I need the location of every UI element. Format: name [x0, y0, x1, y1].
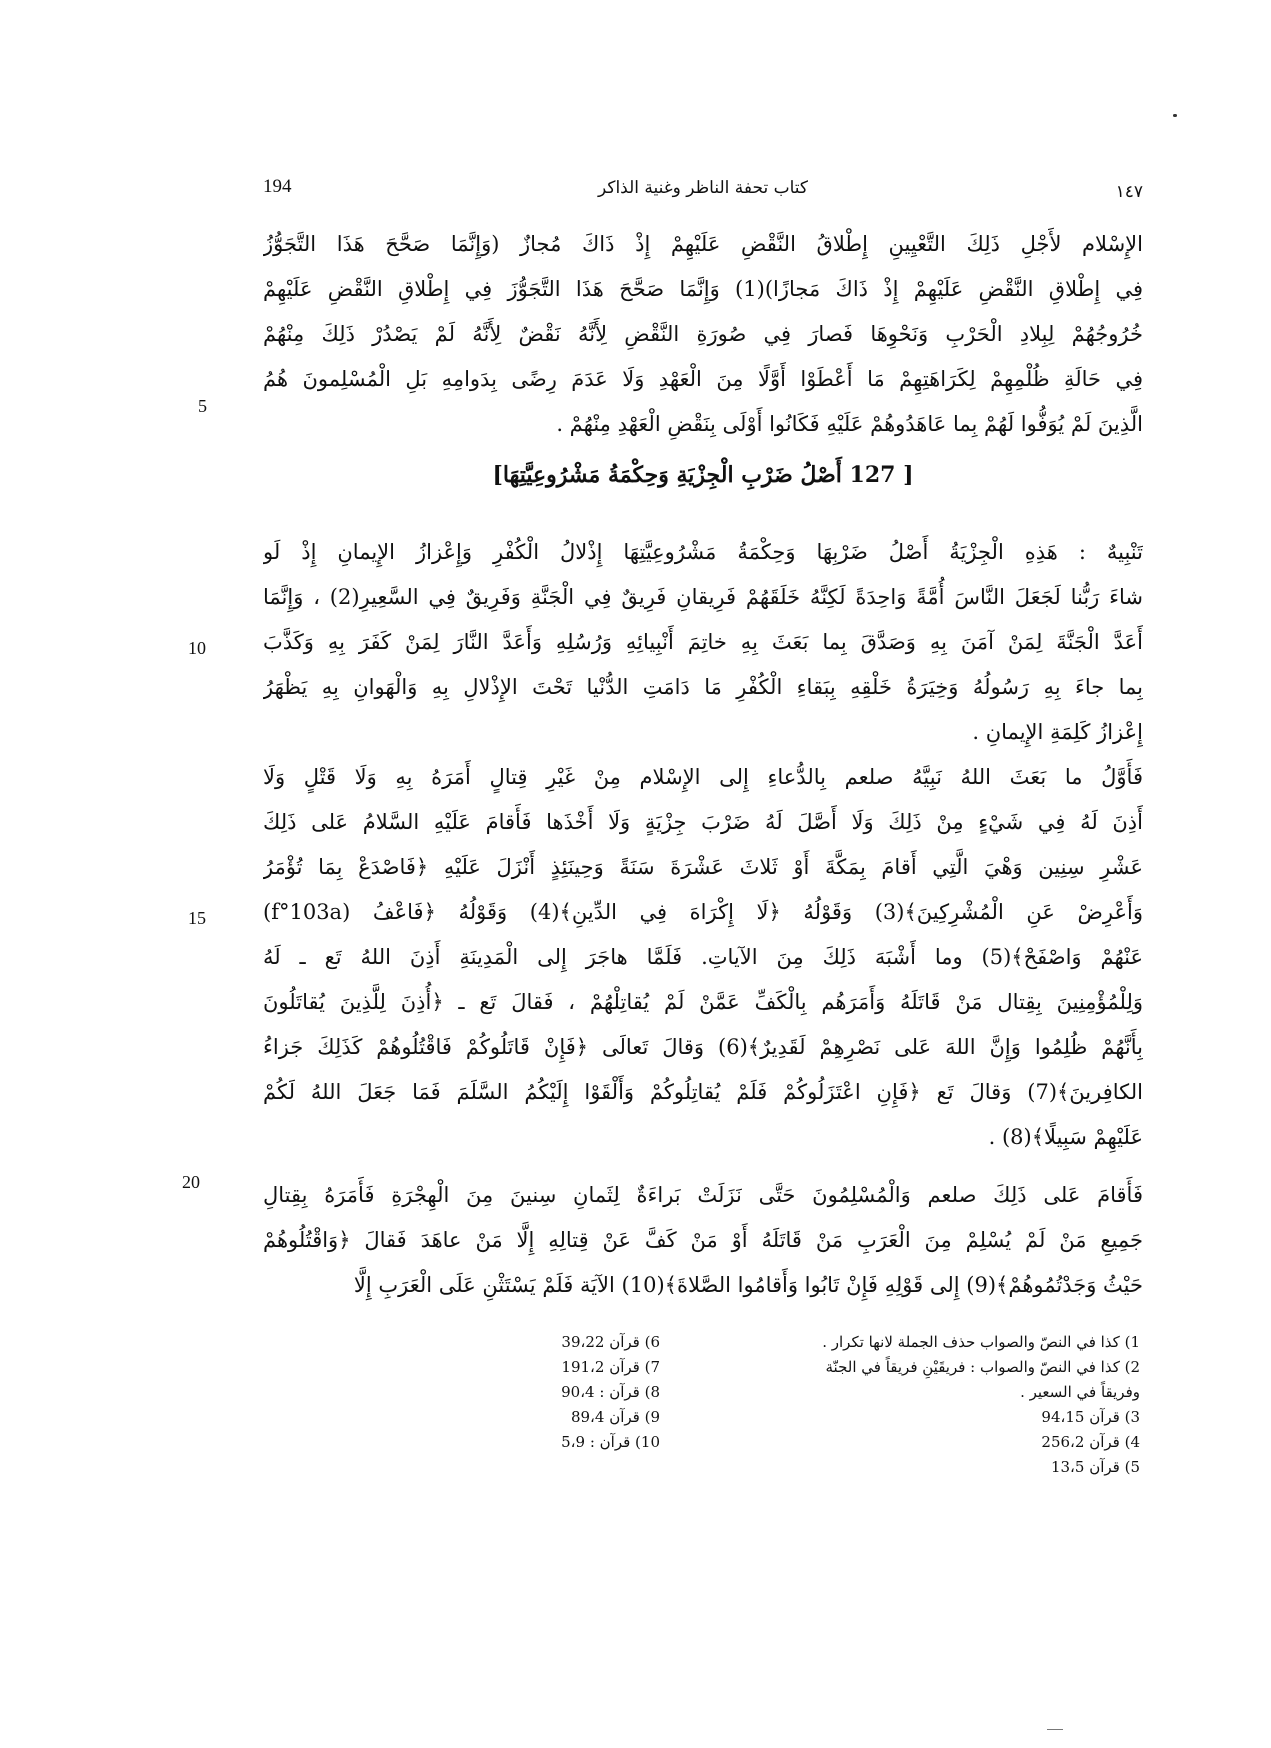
- blocks.b1-line: فِي حَالَةِ ظُلْمِهِمْ لِكَرَاهَتِهِمْ مَا أَعْطَوْا أَوَّلًا مِنَ الْعَهْدِ وَلَا عَدَمَ رِضًى بِدَوامِهِ بَلِ الْمُسْلِمونَ هُمُ: [263, 367, 1143, 391]
- footnote-separator: [263, 1317, 1143, 1318]
- running-title: كتاب تحفة الناظر وغنية الذاكر: [597, 178, 809, 198]
- section-heading: [ 127 أَصْلُ ضَرْبِ الْجِزْيَةِ وَحِكْمَةُ مَشْرُوعِيَّتِهَا]: [492, 462, 914, 488]
- blocks.b3-line: الكافِرينَ﴾(7) وَقالَ تَع ﴿فَإِنِ اعْتَزَلُوكُمْ فَلَمْ يُقاتِلُوكُمْ وَأَلْقَوْا إِلَيْكُمُ السَّلَمَ فَمَا جَعَلَ اللهُ لَكُمْ: [263, 1080, 1143, 1104]
- page-header: [263, 176, 1143, 210]
- blocks.b3-line: عَنْهُمْ وَاصْفَحْ﴾(5) وما أَشْبَهَ ذَلِكَ مِنَ الآياتِ. فَلَمَّا هاجَرَ إِلى الْمَدِينَةِ أَذِنَ اللهُ تَع ـ لَهُ: [263, 945, 1143, 969]
- line-number-10: 10: [188, 638, 206, 658]
- footnotes.right-line: 4) قرآن 256،2: [1041, 1433, 1140, 1451]
- blocks.b4-line: فَأَقامَ عَلى ذَلِكَ صلعم وَالْمُسْلِمُونَ حَتَّى نَزَلَتْ بَراءَةٌ لِثَمانِ سِنينَ مِنَ الْهِجْرَةِ فَأَمَرَهُ بِقِتالِ: [263, 1183, 1143, 1207]
- footnotes.right-line: وفريقاً في السعير .: [1020, 1383, 1140, 1401]
- footnotes.left-line: 7) قرآن 191،2: [561, 1358, 660, 1376]
- blocks.b2-line: تَنْبِيهٌ : هَذِهِ الْجِزْيَةُ أَصْلُ ضَرْبِهَا وَحِكْمَةُ مَشْرُوعِيَّتِهَا إِذْلالُ الْكُفْرِ وَإِعْزازُ الإِيمانِ إِذْ لَو: [263, 540, 1143, 564]
- paragraph-4: [263, 1173, 1143, 1308]
- footnotes.right-line: 2) كذا في النصّ والصواب : فريقَيْنِ فريقاً في الجنّة: [825, 1358, 1140, 1376]
- footnotes.right-line: 1) كذا في النصّ والصواب حذف الجملة لانها تكرار .: [822, 1333, 1140, 1351]
- footnotes.left-line: 6) قرآن 39،22: [561, 1333, 660, 1351]
- blocks.b1-line: الَّذِينَ لَمْ يُوَفُّوا لَهُمْ بِما عَاهَدُوهُمْ عَلَيْهِ فَكَانُوا أَوْلَى بِنَقْضِ الْعَهْدِ مِنْهُمْ .: [556, 412, 1143, 436]
- blocks.b3-line: أَذِنَ لَهُ فِي شَيْءٍ مِنْ ذَلِكَ وَلَا أَصَّلَ لَهُ ضَرْبَ جِزْيَةٍ وَلَا أَخْذَها فَأَقامَ عَلَيْهِ السَّلامُ عَلى ذَلِكَ: [263, 810, 1143, 834]
- blocks.b2-line: إِعْزازُ كَلِمَةِ الإِيمانِ .: [972, 720, 1143, 744]
- blocks.b3-line: عَشْرِ سِنِين وَهْيَ الَّتِي أَقامَ بِمَكَّةَ أَوْ ثَلاثَ عَشْرَةَ سَنَةً وَحِينَئِذٍ أَنْزَلَ عَلَيْهِ ﴿فَاصْدَعْ بِمَا تُؤْمَرُ: [263, 855, 1143, 879]
- footnotes.left-line: 8) قرآن : 90،4: [561, 1383, 660, 1401]
- blocks.b3-line: وَلِلْمُؤْمِنِينَ بِقِتال مَنْ قَاتَلَهُ وَأَمَرَهُم بِالْكَفِّ عَمَّنْ لَمْ يُقاتِلْهُمْ ، فَقالَ تَع ـ ﴿أُذِنَ لِلَّذِينَ يُقاتَلُونَ: [263, 990, 1143, 1014]
- blocks.b2-line: أَعَدَّ الْجَنَّةَ لِمَنْ آمَنَ بِهِ وَصَدَّقَ بِما بَعَثَ بِهِ خاتِمَ أَنْبِيائِهِ وَرُسُلِهِ وَأَعَدَّ النَّارَ لِمَنْ كَفَرَ بِهِ وَكَذَّبَ: [263, 630, 1143, 654]
- page-number-latin: 194: [263, 176, 292, 197]
- line-number-5: 5: [198, 396, 207, 416]
- footnotes.left-line: 10) قرآن : 5،9: [561, 1433, 660, 1451]
- blocks.b1-line: الإِسْلام لأَجْلِ ذَلِكَ التَّعْيِينِ إِطْلاقُ النَّقْضِ عَلَيْهِمْ إِذْ ذَاكَ مُجازٌ (وَإِنَّمَا صَحَّحَ هَذَا التَّجَوُّزُ: [263, 232, 1143, 256]
- footnotes.left-line: 9) قرآن 89،4: [570, 1408, 660, 1426]
- paragraph-2: [263, 530, 1143, 755]
- blocks.b1-line: فِي إِطْلاقِ النَّقْضِ عَلَيْهِمْ إِذْ ذَاكَ مَجازًا)(1) وَإِنَّمَا صَحَّحَ هَذَا التَّجَوُّزَ فِي إِطْلاقِ النَّقْضِ عَلَيْهِمْ: [263, 277, 1143, 301]
- footnotes-right-column: [680, 1330, 1140, 1480]
- line-number-15: 15: [188, 908, 206, 928]
- blocks.b3-line: وَأَعْرِضْ عَنِ الْمُشْرِكِينَ﴾(3) وَقَوْلُهُ ﴿لَا إِكْرَاهَ فِي الدِّينِ﴾(4) وَقَوْلُهُ ﴿فَاعْفُ (f°103a): [263, 900, 1143, 924]
- page-number-arabic: ١٤٧: [1115, 182, 1143, 202]
- scan-speck: [1173, 114, 1177, 117]
- blocks.b3-line: بِأَنَّهُمْ ظُلِمُوا وَإِنَّ اللهَ عَلى نَصْرِهِمْ لَقَدِيرٌ﴾(6) وَقالَ تَعالَى ﴿فَإِنْ قَاتَلُوكُمْ فَاقْتُلُوهُمْ كَذَلِكَ جَزاءُ: [263, 1035, 1143, 1059]
- scan-mark: [1047, 1729, 1063, 1730]
- blocks.b1-line: خُرُوجُهُمْ لِبِلادِ الْحَرْبِ وَنَحْوِهَا فَصارَ فِي صُورَةِ النَّقْضِ لِأَنَّهُ نَقْضٌ لِأَنَّهُ لَمْ يَصْدُرْ ذَلِكَ مِنْهُمْ: [263, 322, 1143, 346]
- blocks.b4-line: حَيْثُ وَجَدْتُمُوهُمْ﴾(9) إِلى قَوْلِهِ فَإِنْ تَابُوا وَأَقامُوا الصَّلاةَ﴾(10) الآيَة فَلَمْ يَسْتَثْنِ عَلَى الْعَرَبِ إِلَّا: [353, 1273, 1143, 1297]
- footnotes-left-column: [430, 1330, 660, 1455]
- paragraph-3: [263, 755, 1143, 1160]
- line-number-20: 20: [182, 1172, 200, 1192]
- blocks.b3-line: فَأَوَّلُ ما بَعَثَ اللهُ نَبِيَّهُ صلعم بِالدُّعاءِ إِلى الإِسْلام مِنْ غَيْرِ قِتالٍ أَمَرَهُ بِهِ وَلَا قَتْلٍ وَلَا: [263, 765, 1143, 789]
- footnotes.right-line: 5) قرآن 13،5: [1050, 1458, 1140, 1476]
- blocks.b3-line: عَلَيْهِمْ سَبِيلًا﴾(8) .: [988, 1125, 1143, 1149]
- footnotes.right-line: 3) قرآن 94،15: [1041, 1408, 1140, 1426]
- blocks.b4-line: جَمِيعِ مَنْ لَمْ يُسْلِمْ مِنَ الْعَرَبِ مَنْ قَاتَلَهُ أَوْ مَنْ كَفَّ عَنْ قِتالِهِ إِلَّا مَنْ عاهَدَ فَقالَ ﴿وَاقْتُلُوهُمْ: [263, 1228, 1143, 1252]
- paragraph-1: [263, 222, 1143, 447]
- blocks.b2-line: بِما جاءَ بِهِ رَسُولُهُ وَخِيَرَةُ خَلْقِهِ بِبَقاءِ الْكُفْرِ مَا دَامَتِ الدُّنْيا تَحْتَ الإِذْلالِ بِهِ وَالْهَوانِ بِهِ يَظْهَرُ: [263, 675, 1143, 699]
- blocks.b2-line: شاءَ رَبُّنا لَجَعَلَ النَّاسَ أُمَّةً وَاحِدَةً لَكِنَّهُ خَلَقَهُمْ فَرِيقانِ فَرِيقٌ فِي الْجَنَّةِ وَفَرِيقٌ فِي السَّعِيرِ(2) ، وَإِنَّمَا: [263, 585, 1143, 609]
